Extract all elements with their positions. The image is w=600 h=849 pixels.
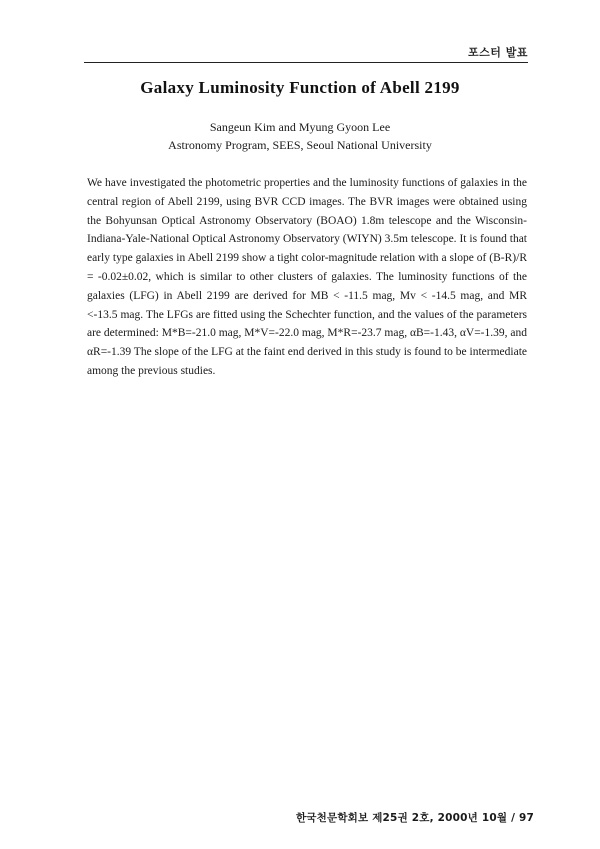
paper-authors: Sangeun Kim and Myung Gyoon Lee — [209, 120, 391, 134]
header-rule — [84, 62, 528, 63]
journal-citation: 한국천문학회보 제25권 2호, 2000년 10월 / 97 — [295, 812, 534, 824]
abstract-text: We have investigated the photometric properties and the luminosity functions of galaxies in the central region of Abell 2199, using BVR CCD images. The BVR images were obtained using the Bohyunsan Optical Astronomy Observatory (BOAO) 1.8m telescope and the Wisconsin-Indiana-Yale-National Optical Astronomy Observatory (WIYN) 3.5m telescope. It is found that early type galaxies in Abell 2199 show a tight color-magnitude relation with a slope of (B-R)/R = -0.02±0.02, which is similar to other clusters of galaxies. The luminosity functions of the galaxies (LFG) in Abell 2199 are derived for MB < -11.5 mag, Mv < -14.5 mag, and MR <-13.5 mag. The LFGs are fitted using the Schechter function, and the values of the parameters are determined: M*B=-21.0 mag, M*V=-22.0 mag, M*R=-23.7 mag, αB=-1.43, αV=-1.39, and αR=-1.39 The slope of the LFG at the faint end derived in this study is found to be intermediate among the previous studies. — [87, 177, 527, 377]
paper-title: Galaxy Luminosity Function of Abell 2199 — [140, 78, 460, 97]
paper-affiliation: Astronomy Program, SEES, Seoul National University — [168, 138, 432, 152]
section-tag: 포스터 발표 — [468, 46, 528, 59]
